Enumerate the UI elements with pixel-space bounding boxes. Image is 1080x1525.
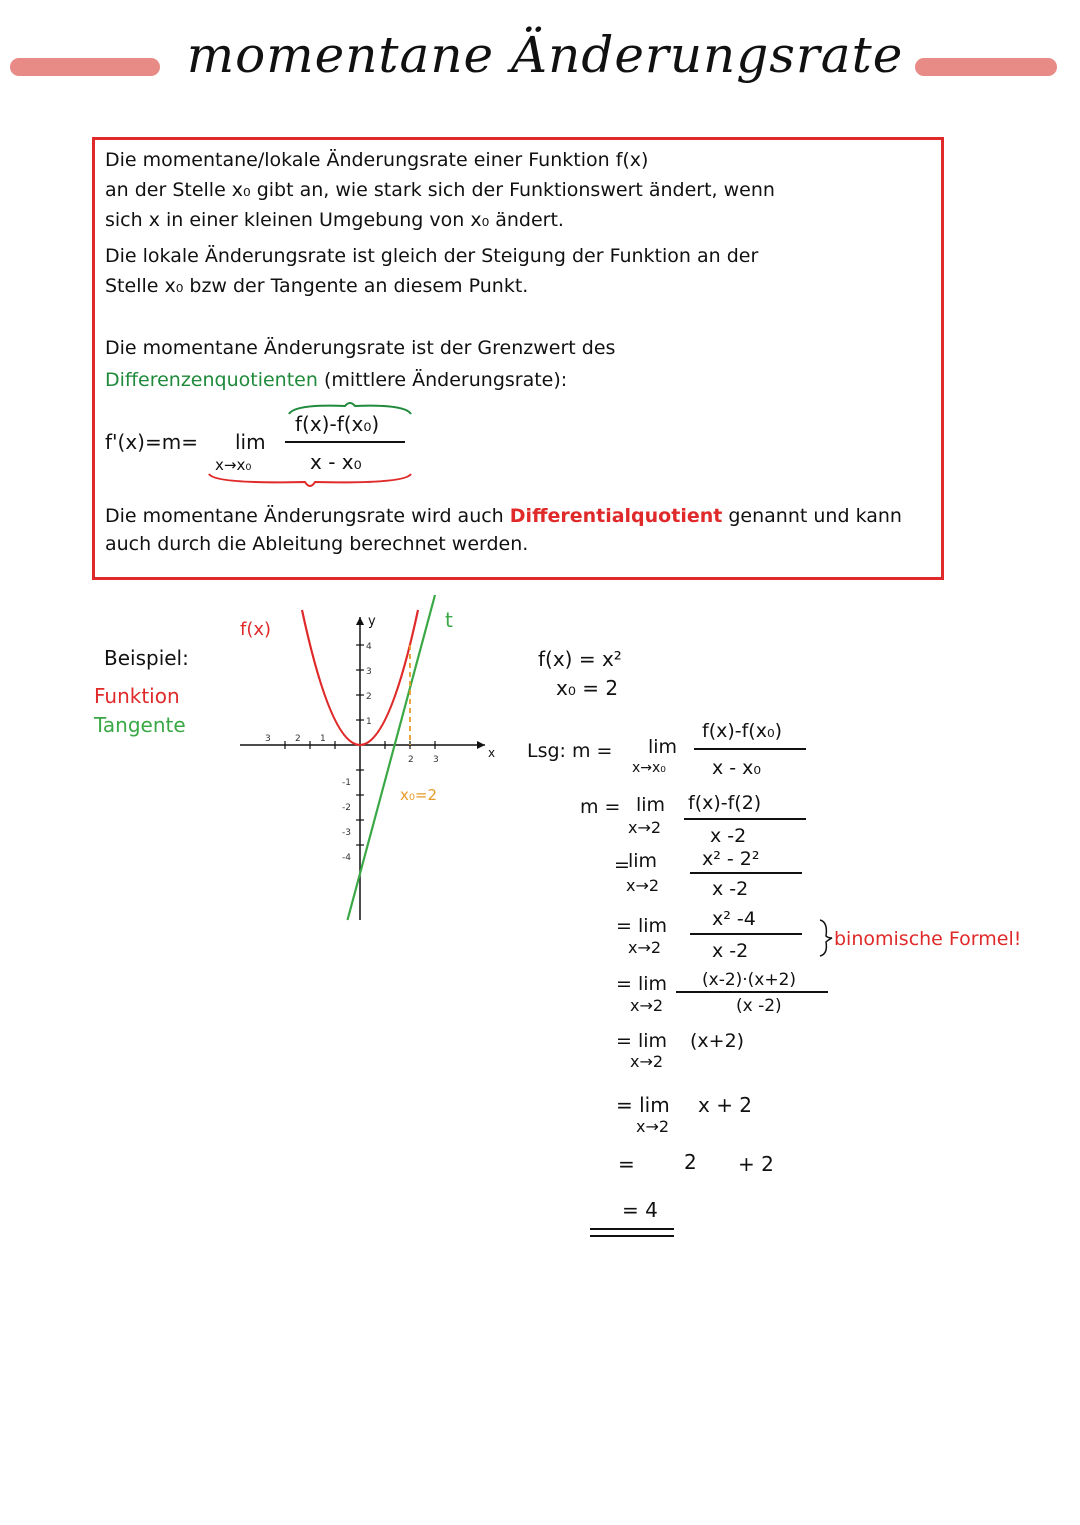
svg-text:-1: -1 — [342, 778, 351, 788]
legend-tangente: Tangente — [94, 713, 186, 737]
step1-numerator: f(x)-f(2) — [688, 792, 762, 814]
graph-fx-label: f(x) — [240, 619, 272, 640]
formula-numerator: f(x)-f(x₀) — [295, 412, 380, 436]
limit-text-line-2 — [105, 368, 567, 392]
given-x0: x₀ = 2 — [556, 676, 619, 700]
definition-line-5: Stelle x₀ bzw der Tangente an diesem Punkt. — [105, 275, 529, 297]
result-underline-1 — [590, 1228, 674, 1230]
step0-numerator: f(x)-f(x₀) — [702, 720, 782, 742]
svg-text:3: 3 — [366, 667, 372, 677]
differential-line-1: Die momentane Änderungsrate wird auch Differentialquotient genannt und kann — [105, 505, 902, 527]
step3-denominator: x -2 — [712, 940, 749, 962]
page-title: momentane Änderungsrate — [186, 26, 904, 84]
step3-fraction-line — [690, 933, 802, 935]
formula-lim: lim — [235, 430, 266, 454]
result: = 4 — [622, 1198, 658, 1222]
lim-4: = lim — [616, 973, 668, 995]
lim-1-sub: x→2 — [628, 818, 662, 837]
lim-5: = lim — [616, 1030, 668, 1052]
m-equals: m = — [580, 796, 621, 818]
step4-fraction-line — [676, 991, 828, 993]
binom-brace — [818, 918, 834, 958]
lsg-label: Lsg: m = — [527, 740, 613, 762]
svg-text:-4: -4 — [342, 853, 351, 863]
graph-tangent-label: t — [445, 608, 453, 632]
lim-2-sub: x→2 — [626, 876, 660, 895]
svg-text:2: 2 — [408, 755, 414, 765]
lim-6: = lim — [616, 1093, 670, 1117]
lim-0-sub: x→x₀ — [632, 760, 666, 776]
y-axis-label: y — [368, 614, 376, 629]
step7-value: 2 — [684, 1150, 697, 1174]
formula-lhs: f'(x)=m= — [105, 430, 198, 454]
differenzenquotient-term: Differenzenquotienten — [105, 369, 318, 391]
formula-denominator: x - x₀ — [310, 450, 362, 474]
binomische-formel-note: binomische Formel! — [834, 928, 1022, 950]
lim-4-sub: x→2 — [630, 996, 664, 1015]
svg-text:4: 4 — [366, 642, 372, 652]
differential-line-2: auch durch die Ableitung berechnet werden. — [105, 533, 529, 555]
step2-numerator: x² - 2² — [702, 848, 760, 870]
formula-fraction-line — [285, 441, 405, 443]
y-axis-arrow — [356, 617, 364, 625]
step0-denominator: x - x₀ — [712, 757, 762, 779]
x-axis-label: x — [488, 746, 496, 760]
lim-6-sub: x→2 — [636, 1117, 670, 1136]
step4-denominator: (x -2) — [736, 996, 782, 1016]
limit-text-line-1: Die momentane Änderungsrate ist der Grenzwert des — [105, 337, 616, 359]
graph-x0-label: x₀=2 — [400, 786, 438, 804]
function-graph — [230, 595, 510, 935]
step6-expression: x + 2 — [698, 1093, 753, 1117]
differentialquotient-term: Differentialquotient — [509, 505, 723, 527]
definition-line-4: Die lokale Änderungsrate ist gleich der Steigung der Funktion an der — [105, 245, 759, 267]
step7-plus: + 2 — [738, 1152, 774, 1176]
lim-1: lim — [636, 794, 666, 816]
step2-denominator: x -2 — [712, 878, 749, 900]
lim-5-sub: x→2 — [630, 1052, 664, 1071]
definition-line-2: an der Stelle x₀ gibt an, wie stark sich der Funktionswert ändert, wenn — [105, 179, 775, 201]
lim-2: lim — [628, 850, 658, 872]
lim-0: lim — [648, 736, 678, 758]
given-function: f(x) = x² — [538, 647, 622, 671]
result-underline-2 — [590, 1235, 674, 1237]
step2-fraction-line — [690, 872, 802, 874]
legend-funktion: Funktion — [94, 684, 180, 708]
lim-3-sub: x→2 — [628, 938, 662, 957]
x-axis-arrow — [477, 741, 485, 749]
svg-text:-2: -2 — [342, 803, 351, 813]
svg-text:2: 2 — [295, 734, 301, 744]
eq-7: = — [618, 1152, 635, 1176]
title-decoration-right — [915, 58, 1057, 76]
eq-2: = — [614, 854, 630, 876]
lim-3: = lim — [616, 915, 668, 937]
step0-fraction-line — [694, 748, 806, 750]
svg-text:2: 2 — [366, 692, 372, 702]
title-decoration-left — [10, 58, 160, 76]
svg-text:-3: -3 — [342, 828, 351, 838]
step1-fraction-line — [684, 818, 806, 820]
formula-lim-subscript: x→x₀ — [215, 456, 252, 474]
svg-text:1: 1 — [366, 717, 372, 727]
green-brace-top — [285, 398, 415, 418]
step4-numerator: (x-2)·(x+2) — [702, 970, 797, 990]
step1-denominator: x -2 — [710, 825, 747, 847]
definition-line-3: sich x in einer kleinen Umgebung von x₀ ändert. — [105, 209, 564, 231]
limit-text-rest: (mittlere Änderungsrate): — [323, 369, 568, 391]
definition-box — [92, 137, 944, 580]
red-brace-bottom — [205, 470, 415, 492]
definition-line-1: Die momentane/lokale Änderungsrate einer Funktion f(x) — [105, 149, 649, 171]
svg-text:1: 1 — [320, 734, 326, 744]
beispiel-label: Beispiel: — [104, 646, 189, 670]
svg-text:3: 3 — [265, 734, 271, 744]
step5-expression: (x+2) — [690, 1030, 745, 1052]
svg-text:3: 3 — [433, 755, 439, 765]
step3-numerator: x² -4 — [712, 908, 756, 930]
